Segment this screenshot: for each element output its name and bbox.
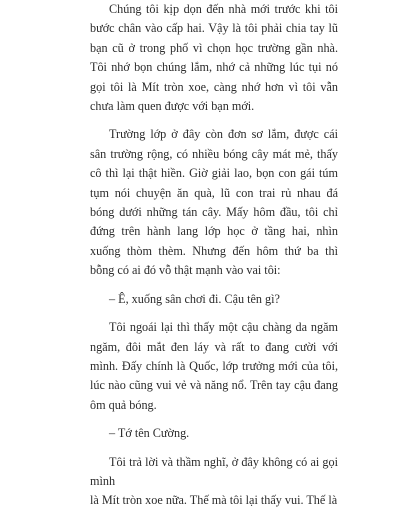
- dialogue-line-1: – Ê, xuống sân chơi đi. Cậu tên gì?: [109, 291, 280, 306]
- paragraph-1: Chúng tôi kịp dọn đến nhà mới trước khi tôi bước chân vào cấp hai. Vậy là tôi phải chia tay lũ bạn cũ ở trong phố vì chọn học trường gần nhà. Tôi nhớ bọn chúng lắm, nhớ cả những lúc tụi nó gọi tôi là Mít tròn xoe, càng nhớ hơn vì tôi vẫn chưa làm quen được với bạn mới.: [90, 2, 338, 114]
- paragraph-2: Trường lớp ở đây còn đơn sơ lắm, được cái sân trường rộng, có nhiều bóng cây mát mẻ, thấy cô thì lại thật hiền. Giờ giải lao, bọn con gái túm tụm nói chuyện ăn quà, lũ con trai rủ nhau đá bóng dưới những tán cây. Mấy hôm đầu, tôi chỉ đứng trên hành lang lớp học ở tầng hai, nhìn xuống thòm thèm. Nhưng đến hôm thứ ba thì bỗng có ai đó vỗ thật mạnh vào vai tôi:: [90, 127, 338, 278]
- text-column: [90, 0, 338, 511]
- paragraph-4-cut-line: là Mít tròn xoe nữa. Thế mà tôi lại thấy vui. Thế là: [90, 493, 338, 508]
- paragraph-3: Tôi ngoái lại thì thấy một cậu chàng da ngăm ngăm, đôi mắt đen láy và rất to đang cười với mình. Đấy chính là Quốc, lớp trưởng mới của tôi, lúc nào cũng vui vẻ và năng nổ. Trên tay cậu đang ôm quả bóng.: [90, 320, 338, 412]
- paragraph-4: Tôi trả lời và thầm nghĩ, ở đây không có ai gọi mình: [90, 454, 338, 488]
- dialogue-line-2: – Tớ tên Cường.: [109, 426, 190, 441]
